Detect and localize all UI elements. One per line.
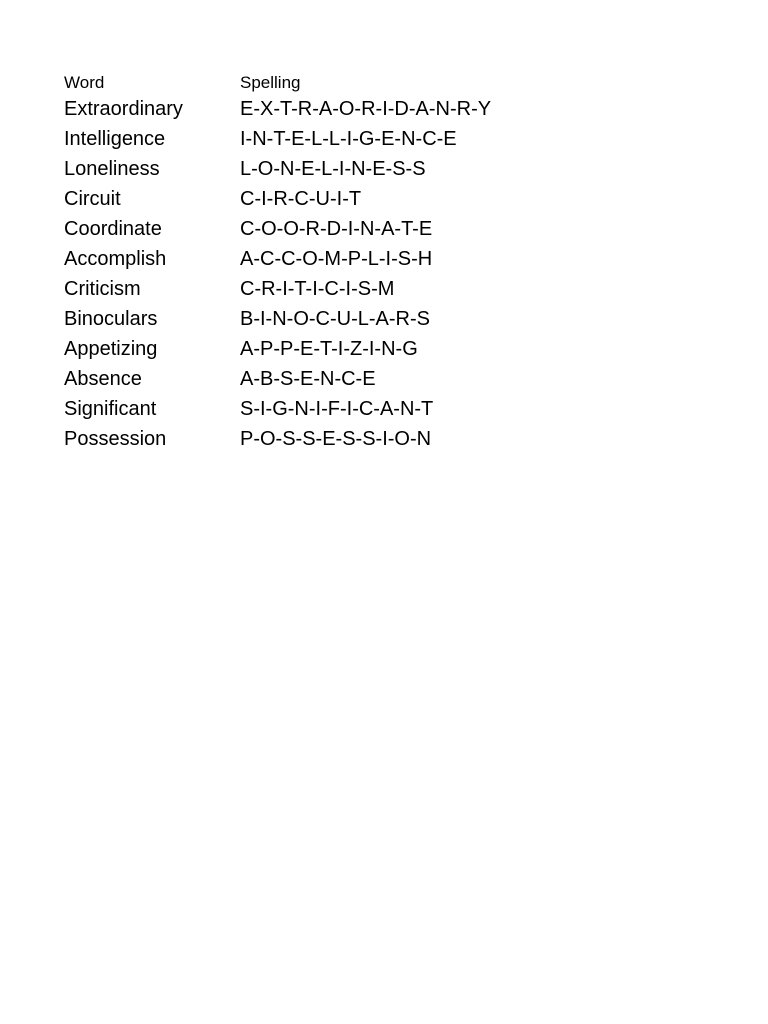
header-spelling: Spelling bbox=[240, 73, 301, 92]
word-cell: Intelligence bbox=[64, 128, 166, 150]
spelling-cell: C-R-I-T-I-C-I-S-M bbox=[240, 278, 395, 300]
word-cell: Appetizing bbox=[64, 338, 158, 360]
word-cell: Criticism bbox=[64, 278, 141, 300]
spelling-cell: L-O-N-E-L-I-N-E-S-S bbox=[240, 158, 426, 180]
table-row bbox=[64, 304, 704, 334]
word-cell: Loneliness bbox=[64, 158, 160, 180]
table-row bbox=[64, 214, 704, 244]
spelling-cell: C-I-R-C-U-I-T bbox=[240, 188, 362, 210]
spelling-table bbox=[64, 72, 704, 454]
table-row bbox=[64, 94, 704, 124]
table-row bbox=[64, 394, 704, 424]
word-cell: Possession bbox=[64, 428, 167, 450]
table-row bbox=[64, 184, 704, 214]
table-row bbox=[64, 124, 704, 154]
word-cell: Extraordinary bbox=[64, 98, 183, 120]
word-cell: Coordinate bbox=[64, 218, 162, 240]
spelling-cell: B-I-N-O-C-U-L-A-R-S bbox=[240, 308, 430, 330]
word-cell: Binoculars bbox=[64, 308, 158, 330]
table-row bbox=[64, 244, 704, 274]
spelling-cell: C-O-O-R-D-I-N-A-T-E bbox=[240, 218, 433, 240]
spelling-cell: A-P-P-E-T-I-Z-I-N-G bbox=[240, 338, 418, 360]
word-cell: Significant bbox=[64, 398, 157, 420]
word-cell: Circuit bbox=[64, 188, 121, 210]
table-row bbox=[64, 334, 704, 364]
word-cell: Accomplish bbox=[64, 248, 167, 270]
table-row bbox=[64, 424, 704, 454]
table-row bbox=[64, 274, 704, 304]
table-header-row bbox=[64, 72, 704, 94]
spelling-cell: A-C-C-O-M-P-L-I-S-H bbox=[240, 248, 433, 270]
word-cell: Absence bbox=[64, 368, 142, 390]
spelling-cell: P-O-S-S-E-S-S-I-O-N bbox=[240, 428, 432, 450]
spelling-cell: E-X-T-R-A-O-R-I-D-A-N-R-Y bbox=[240, 98, 492, 120]
table-row bbox=[64, 364, 704, 394]
spelling-cell: A-B-S-E-N-C-E bbox=[240, 368, 376, 390]
table-row bbox=[64, 154, 704, 184]
spelling-cell: I-N-T-E-L-L-I-G-E-N-C-E bbox=[240, 128, 457, 150]
header-word: Word bbox=[64, 73, 105, 92]
spelling-cell: S-I-G-N-I-F-I-C-A-N-T bbox=[240, 398, 434, 420]
